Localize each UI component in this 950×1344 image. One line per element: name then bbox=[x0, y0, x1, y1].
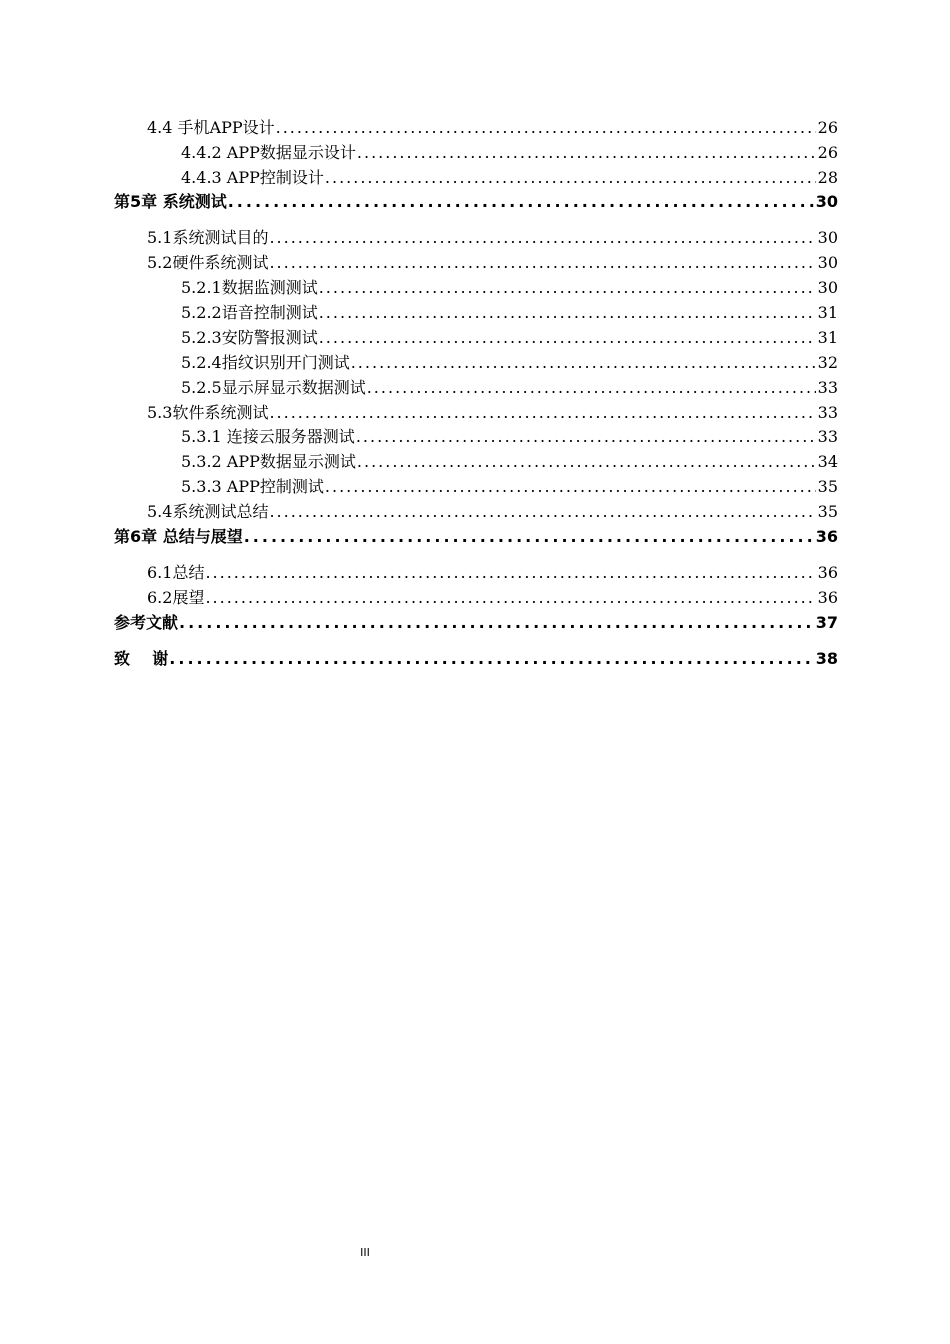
toc-dot-leader bbox=[269, 227, 815, 249]
toc-entry[interactable] bbox=[181, 277, 838, 299]
toc-dot-leader bbox=[356, 426, 816, 448]
toc-dot-leader bbox=[357, 142, 816, 164]
toc-entry-title: 第5章 系统测试 bbox=[114, 192, 227, 211]
toc-dot-leader bbox=[269, 501, 815, 523]
toc-entry-page: 30 bbox=[817, 278, 838, 297]
toc-dot-leader bbox=[276, 117, 816, 139]
toc-entry[interactable] bbox=[147, 227, 838, 249]
toc-entry-page: 35 bbox=[817, 502, 838, 521]
toc-entry[interactable] bbox=[147, 562, 838, 584]
toc-entry[interactable] bbox=[181, 167, 838, 189]
toc-entry-page: 33 bbox=[817, 403, 838, 422]
toc-entry-page: 31 bbox=[817, 303, 838, 322]
toc-entry-title: 4.4 手机APP设计 bbox=[147, 118, 275, 137]
toc-dot-leader bbox=[269, 402, 815, 424]
toc-dot-leader bbox=[228, 191, 814, 213]
toc-dot-leader bbox=[319, 302, 816, 324]
toc-entry-page: 26 bbox=[817, 143, 838, 162]
toc-entry-title: 4.4.3 APP控制设计 bbox=[181, 168, 324, 187]
toc-entry[interactable] bbox=[181, 426, 838, 448]
toc-entry-title: 5.2.3安防警报测试 bbox=[181, 328, 318, 347]
toc-dot-leader bbox=[205, 562, 815, 584]
toc-entry[interactable] bbox=[181, 352, 838, 374]
toc-entry[interactable] bbox=[181, 377, 838, 399]
toc-chapter-entry[interactable] bbox=[114, 648, 838, 670]
toc-entry[interactable] bbox=[147, 117, 838, 139]
toc-chapter-entry[interactable] bbox=[114, 612, 838, 634]
toc-entry-page: 28 bbox=[817, 168, 838, 187]
toc-chapter-entry[interactable] bbox=[114, 191, 838, 213]
toc-entry-page: 31 bbox=[817, 328, 838, 347]
toc-entry-title: 6.2展望 bbox=[147, 588, 205, 607]
toc-entry-page: 30 bbox=[817, 228, 838, 247]
toc-entry-title: 第6章 总结与展望 bbox=[114, 527, 243, 546]
toc-entry-title: 5.2.4指纹识别开门测试 bbox=[181, 353, 350, 372]
toc-dot-leader bbox=[179, 612, 814, 634]
toc-entry-page: 32 bbox=[817, 353, 838, 372]
toc-entry-page: 35 bbox=[817, 477, 838, 496]
toc-entry[interactable] bbox=[181, 327, 838, 349]
toc-entry-title: 6.1总结 bbox=[147, 563, 205, 582]
toc-entry-page: 33 bbox=[817, 378, 838, 397]
toc-dot-leader bbox=[269, 252, 815, 274]
toc-entry[interactable] bbox=[147, 501, 838, 523]
toc-entry-page: 26 bbox=[817, 118, 838, 137]
toc-entry-title: 5.3.3 APP控制测试 bbox=[181, 477, 324, 496]
toc-chapter-entry[interactable] bbox=[114, 526, 838, 548]
toc-dot-leader bbox=[367, 377, 816, 399]
toc-entry[interactable] bbox=[181, 302, 838, 324]
toc-dot-leader bbox=[351, 352, 816, 374]
toc-entry[interactable] bbox=[147, 402, 838, 424]
toc-entry-page: 36 bbox=[815, 527, 838, 546]
toc-entry-page: 36 bbox=[817, 588, 838, 607]
toc-entry[interactable] bbox=[181, 451, 838, 473]
toc-entry[interactable] bbox=[181, 142, 838, 164]
toc-entry-title: 5.2.2语音控制测试 bbox=[181, 303, 318, 322]
toc-entry-page: 34 bbox=[817, 452, 838, 471]
toc-entry-title: 5.2硬件系统测试 bbox=[147, 253, 269, 272]
toc-entry-title: 参考文献 bbox=[114, 613, 179, 632]
toc-entry-title: 5.3.2 APP数据显示测试 bbox=[181, 452, 356, 471]
toc-entry-page: 38 bbox=[815, 649, 838, 668]
toc-entry-title: 4.4.2 APP数据显示设计 bbox=[181, 143, 356, 162]
toc-entry[interactable] bbox=[147, 252, 838, 274]
toc-dot-leader bbox=[244, 526, 814, 548]
toc-dot-leader bbox=[319, 277, 816, 299]
toc-dot-leader bbox=[325, 167, 816, 189]
toc-entry-page: 33 bbox=[817, 427, 838, 446]
toc-entry-title: 5.3软件系统测试 bbox=[147, 403, 269, 422]
toc-entry-page: 37 bbox=[815, 613, 838, 632]
toc-entry-title: 5.4系统测试总结 bbox=[147, 502, 269, 521]
toc-dot-leader bbox=[357, 451, 816, 473]
toc-dot-leader bbox=[205, 587, 815, 609]
toc-entry-title: 5.2.5显示屏显示数据测试 bbox=[181, 378, 366, 397]
toc-dot-leader bbox=[169, 648, 813, 670]
toc-entry-page: 36 bbox=[817, 563, 838, 582]
toc-entry-title: 5.3.1 连接云服务器测试 bbox=[181, 427, 355, 446]
toc-entry-page: 30 bbox=[815, 192, 838, 211]
toc-dot-leader bbox=[325, 476, 816, 498]
toc-entry[interactable] bbox=[181, 476, 838, 498]
toc-entry[interactable] bbox=[147, 587, 838, 609]
toc-entry-page: 30 bbox=[817, 253, 838, 272]
toc-entry-title: 5.1系统测试目的 bbox=[147, 228, 269, 247]
toc-dot-leader bbox=[319, 327, 816, 349]
toc-entry-title: 致 谢 bbox=[114, 649, 169, 668]
page-number: III bbox=[360, 1246, 370, 1259]
toc-entry-title: 5.2.1数据监测测试 bbox=[181, 278, 318, 297]
